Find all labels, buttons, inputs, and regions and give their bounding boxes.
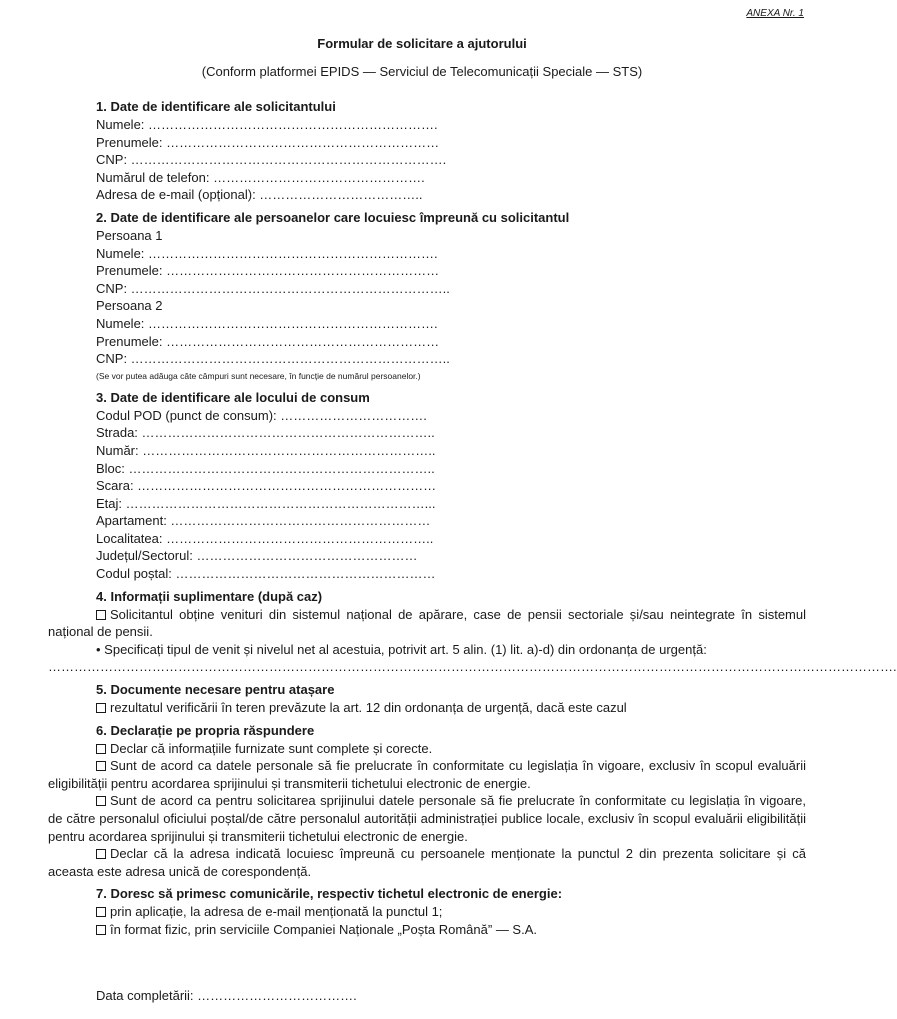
checkbox[interactable] xyxy=(96,761,106,771)
field-phone[interactable]: Numărul de telefon: …………………………………………. xyxy=(96,169,425,185)
household-note: (Se vor putea adăuga câte câmpuri sunt necesare, în funcție de numărul persoanelor.) xyxy=(96,370,421,381)
person-2-last-name[interactable]: Numele: …………………………………………………………. xyxy=(96,315,438,331)
annex-label: ANEXA Nr. 1 xyxy=(746,8,804,19)
field-street[interactable]: Strada: ………………………………………………………….. xyxy=(96,425,435,441)
section-declaration xyxy=(48,722,806,881)
field-pod-code[interactable]: Codul POD (punct de consum): ……………………………. xyxy=(96,407,427,423)
person-2-label: Persoana 2 xyxy=(96,298,163,314)
check-item: Declar că informațiile furnizate sunt complete și corecte. xyxy=(48,740,806,758)
section-household xyxy=(48,209,806,384)
field-first-name[interactable]: Prenumele: ……………………………………………………… xyxy=(96,134,440,150)
field-staircase[interactable]: Scara: …………………………………………………………… xyxy=(96,478,437,494)
check-item: prin aplicație, la adresa de e-mail menționată la punctul 1; xyxy=(48,903,806,921)
section-communication xyxy=(48,885,806,938)
form-subtitle: (Conform platformei EPIDS — Serviciul de Telecomunicații Speciale — STS) xyxy=(201,64,643,79)
check-item: Sunt de acord ca datele personale să fie prelucrate în conformitate cu legislația în vigoare, exclusiv în scopul evaluării eligibilității pentru acordarea sprijinului și transmiterii tichetului electronic de energie. xyxy=(48,758,806,791)
form-body xyxy=(48,98,897,939)
section-additional-info xyxy=(48,588,897,676)
person-1-last-name[interactable]: Numele: …………………………………………………………. xyxy=(96,245,438,261)
field-apartment[interactable]: Apartament: …………………………………………………… xyxy=(96,513,431,529)
person-1-cnp[interactable]: CNP: ……………………………………………………………….. xyxy=(96,280,450,296)
check-item: Declar că la adresa indicată locuiesc împreună cu persoanele menționate la punctul 2 din prezenta solicitare și că aceasta este adresa unică de corespondență. xyxy=(48,846,806,879)
checkbox[interactable] xyxy=(96,796,106,806)
completion-date-field[interactable]: Data completării: ………………………………. xyxy=(96,988,357,1003)
person-2-first-name[interactable]: Prenumele: ……………………………………………………… xyxy=(96,333,440,349)
field-email[interactable]: Adresa de e-mail (opțional): ……………………………….. xyxy=(96,187,423,203)
form-title: Formular de solicitare a ajutorului xyxy=(317,36,527,51)
field-last-name[interactable]: Numele: …………………………………………………………. xyxy=(96,117,438,132)
checkbox[interactable] xyxy=(96,849,106,859)
income-field[interactable]: ……………………………………………………………………………………………………………………………………………………………………………. xyxy=(48,659,897,675)
checkbox[interactable] xyxy=(96,610,106,620)
check-item: Solicitantul obține venituri din sistemul național de apărare, case de pensii sectoriale și/sau neintegrate în sistemul național de pensii. xyxy=(48,606,806,640)
section-heading: 5. Documente necesare pentru atașare xyxy=(96,682,335,698)
field-floor[interactable]: Etaj: ……………………………………………………………... xyxy=(96,495,436,511)
section-applicant xyxy=(48,98,806,204)
field-postal-code[interactable]: Codul poștal: …………………………………………………… xyxy=(96,566,436,582)
check-item: în format fizic, prin serviciile Companiei Naționale „Poșta Română” — S.A. xyxy=(48,921,806,939)
field-locality[interactable]: Localitatea: …………………………………………………….. xyxy=(96,530,434,546)
person-1-first-name[interactable]: Prenumele: ……………………………………………………… xyxy=(96,263,440,279)
income-instruction: • Specificați tipul de venit și nivelul net al acestuia, potrivit art. 5 alin. (1) lit. a)-d) din ordonanța de urgență: xyxy=(96,641,707,657)
section-heading: 4. Informații suplimentare (după caz) xyxy=(96,588,323,604)
checkbox[interactable] xyxy=(96,744,106,754)
checkbox[interactable] xyxy=(96,907,106,917)
person-1-label: Persoana 1 xyxy=(96,227,163,243)
checkbox[interactable] xyxy=(96,925,106,935)
check-item: Sunt de acord ca pentru solicitarea sprijinului datele personale să fie prelucrate în conformitate cu legislația în vigoare, de către personalul oficiului poștal/de către personalul autorității administrației publice locale, exclusiv în scopul evaluării eligibilității pentru acordarea sprijinului și transmiterii tichetului electronic de energie. xyxy=(48,793,806,844)
field-county[interactable]: Județul/Sectorul: …………………………………………… xyxy=(96,548,418,564)
section-heading: 3. Date de identificare ale locului de consum xyxy=(96,389,370,405)
section-consumption-place xyxy=(48,389,806,583)
checkbox[interactable] xyxy=(96,703,106,713)
field-block[interactable]: Bloc: …………………………………………………………….. xyxy=(96,460,435,476)
section-heading: 6. Declarație pe propria răspundere xyxy=(96,722,315,738)
check-item: rezultatul verificării în teren prevăzute la art. 12 din ordonanța de urgență, dacă este cazul xyxy=(48,699,806,717)
section-heading: 7. Doresc să primesc comunicările, respectiv tichetul electronic de energie: xyxy=(96,886,563,902)
field-cnp[interactable]: CNP: ………………………………………………………………. xyxy=(96,152,447,168)
section-documents xyxy=(48,681,806,717)
field-number[interactable]: Număr: ………………………………………………………….. xyxy=(96,442,436,458)
person-2-cnp[interactable]: CNP: ……………………………………………………………….. xyxy=(96,351,450,367)
section-heading: 1. Date de identificare ale solicitantului xyxy=(96,99,336,114)
section-heading: 2. Date de identificare ale persoanelor care locuiesc împreună cu solicitantul xyxy=(96,209,570,225)
